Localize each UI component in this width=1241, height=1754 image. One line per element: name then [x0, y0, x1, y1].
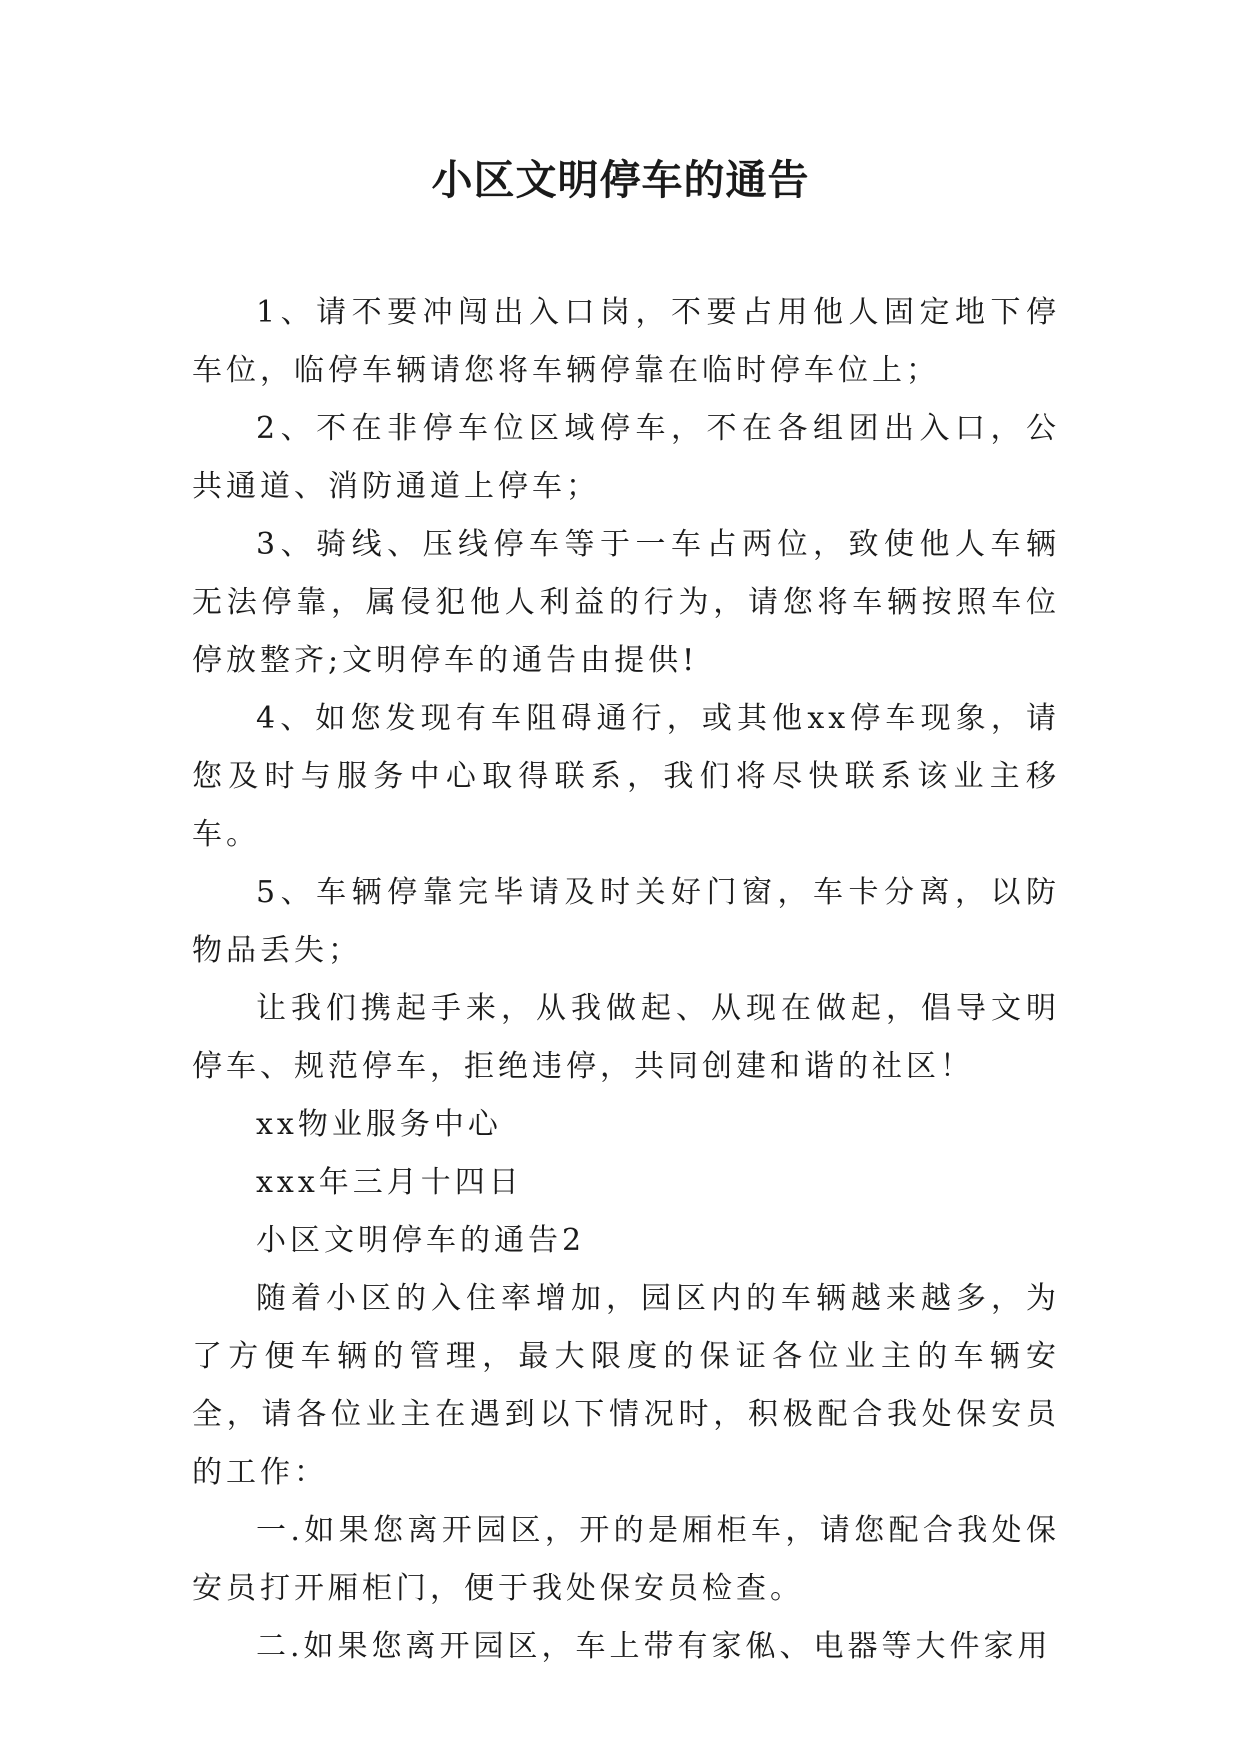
paragraph-rule-4: 4、如您发现有车阻碍通行，或其他xx停车现象，请您及时与服务中心取得联系，我们将尽快联系该业主移车。: [192, 701, 1060, 852]
paragraph-rule-2: 2、不在非停车位区域停车，不在各组团出入口，公共通道、消防通道上停车；: [192, 411, 1060, 504]
signature-organization: xx物业服务中心: [256, 1107, 502, 1142]
document-body: [192, 284, 1060, 1676]
section-heading-2: 小区文明停车的通告2: [256, 1223, 586, 1258]
paragraph-item-2: 二.如果您离开园区，车上带有家俬、电器等大件家用: [256, 1629, 1052, 1664]
paragraph-item-1: 一.如果您离开园区，开的是厢柜车，请您配合我处保安员打开厢柜门，便于我处保安员检查。: [192, 1513, 1060, 1606]
document-title: 小区文明停车的通告: [431, 156, 810, 204]
paragraph-appeal: 让我们携起手来，从我做起、从现在做起，倡导文明停车、规范停车，拒绝违停，共同创建和谐的社区！: [192, 991, 1060, 1084]
paragraph-rule-1: 1、请不要冲闯出入口岗，不要占用他人固定地下停车位，临停车辆请您将车辆停靠在临时停车位上；: [192, 295, 1060, 388]
paragraph-intro-2: 随着小区的入住率增加，园区内的车辆越来越多，为了方便车辆的管理，最大限度的保证各位业主的车辆安全，请各位业主在遇到以下情况时，积极配合我处保安员的工作：: [192, 1281, 1060, 1490]
signature-date: xxx年三月十四日: [256, 1165, 523, 1200]
paragraph-rule-5: 5、车辆停靠完毕请及时关好门窗，车卡分离，以防物品丢失；: [192, 875, 1060, 968]
paragraph-rule-3: 3、骑线、压线停车等于一车占两位，致使他人车辆无法停靠，属侵犯他人利益的行为，请您将车辆按照车位停放整齐;文明停车的通告由提供!: [192, 527, 1060, 678]
